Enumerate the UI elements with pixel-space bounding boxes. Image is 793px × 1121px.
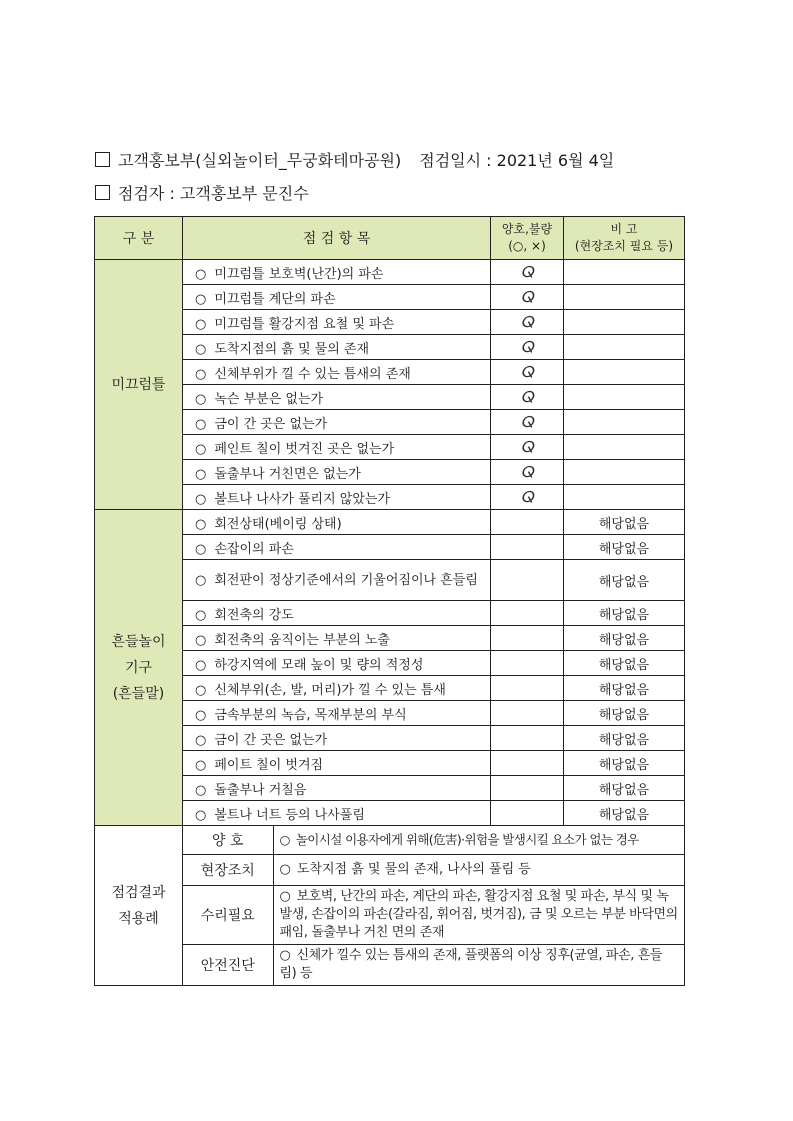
table-row: ○ 도착지점의 흙 및 물의 존재 ⵕ bbox=[95, 335, 685, 360]
remark: 해당없음 bbox=[564, 651, 685, 676]
header-line-1 bbox=[95, 148, 614, 171]
table-row: ○ 신체부위가 낄 수 있는 틈새의 존재 ⵕ bbox=[95, 360, 685, 385]
remark: 해당없음 bbox=[564, 776, 685, 801]
result-desc: ○ 도착지점 흙 및 물의 존재, 나사의 풀림 등 bbox=[279, 862, 531, 877]
header-category: 구 분 bbox=[95, 217, 183, 260]
inspection-date: 점검일시 : 2021년 6월 4일 bbox=[419, 151, 615, 170]
header-grade: 양호,불량 (○, ×) bbox=[491, 217, 564, 260]
table-header-row bbox=[95, 217, 685, 260]
header-note: 비 고 (현장조치 필요 등) bbox=[564, 217, 685, 260]
remark: 해당없음 bbox=[564, 626, 685, 651]
table-row: ○ 볼트나 너트 등의 나사풀림 해당없음 bbox=[95, 801, 685, 826]
handwritten-mark: ⵕ bbox=[491, 260, 564, 285]
handwritten-mark: ⵕ bbox=[491, 335, 564, 360]
handwritten-mark: ⵕ bbox=[491, 435, 564, 460]
remark: 해당없음 bbox=[564, 560, 685, 601]
result-row bbox=[95, 945, 685, 986]
remark: 해당없음 bbox=[564, 726, 685, 751]
result-label: 수리필요 bbox=[183, 886, 273, 944]
table-row: ○ 회전판이 정상기준에서의 기울어짐이나 흔들림 해당없음 bbox=[95, 560, 685, 601]
location-title: 고객홍보부(실외놀이터_무궁화테마공원) bbox=[118, 151, 402, 170]
result-row bbox=[95, 855, 685, 886]
table-row: ○ 손잡이의 파손 해당없음 bbox=[95, 535, 685, 560]
handwritten-mark: ⵕ bbox=[491, 310, 564, 335]
remark: 해당없음 bbox=[564, 510, 685, 535]
table-row: ○ 회전축의 움직이는 부분의 노출 해당없음 bbox=[95, 626, 685, 651]
table-row: ○ 금이 간 곳은 없는가 해당없음 bbox=[95, 726, 685, 751]
result-desc: ○ 신체가 낄수 있는 틈새의 존재, 플랫폼의 이상 징후(균열, 파손, 흔들림) 등 bbox=[279, 948, 663, 981]
table-row: ○ 볼트나 나사가 풀리지 않았는가 ⵕ bbox=[95, 485, 685, 510]
result-desc: ○ 놀이시설 이용자에게 위해(危害)·위험을 발생시킬 요소가 없는 경우 bbox=[279, 832, 639, 847]
category-result: 점검결과 적용례 bbox=[95, 826, 183, 986]
checkbox-icon bbox=[95, 185, 110, 200]
result-label: 안전진단 bbox=[183, 945, 273, 985]
remark: 해당없음 bbox=[564, 751, 685, 776]
handwritten-mark: ⵕ bbox=[491, 360, 564, 385]
result-desc: ○ 보호벽, 난간의 파손, 계단의 파손, 활강지점 요철 및 파손, 부식 및 녹 발생, 손잡이의 파손(갈라짐, 휘어짐, 벗겨짐), 금 및 오르는 부분 바닥면의 패임, 돌출부나 거친 면의 존재 bbox=[279, 889, 678, 940]
table-row: ○ 돌출부나 거친면은 없는가 ⵕ bbox=[95, 460, 685, 485]
handwritten-mark: ⵕ bbox=[491, 460, 564, 485]
result-label: 양 호 bbox=[183, 826, 273, 854]
inspection-table bbox=[94, 216, 685, 986]
table-row: ○ 페이트 칠이 벗겨짐 해당없음 bbox=[95, 751, 685, 776]
table-row: ○ 돌출부나 거칠음 해당없음 bbox=[95, 776, 685, 801]
checkbox-icon bbox=[95, 152, 110, 167]
table-row: ○ 미끄럼틀 활강지점 요철 및 파손 ⵕ bbox=[95, 310, 685, 335]
table-row: 흔들놀이 기구 (흔들말) ○ 회전상태(베이링 상태) 해당없음 bbox=[95, 510, 685, 535]
result-row bbox=[95, 826, 685, 855]
remark: 해당없음 bbox=[564, 701, 685, 726]
table-row: ○ 미끄럼틀 계단의 파손 ⵕ bbox=[95, 285, 685, 310]
remark: 해당없음 bbox=[564, 535, 685, 560]
table-row: ○ 금속부분의 녹슴, 목재부분의 부식 해당없음 bbox=[95, 701, 685, 726]
inspector: 점검자 : 고객홍보부 문진수 bbox=[118, 184, 309, 203]
handwritten-mark: ⵕ bbox=[491, 410, 564, 435]
table-row: ○ 페인트 칠이 벗겨진 곳은 없는가 ⵕ bbox=[95, 435, 685, 460]
table-row: ○ 회전축의 강도 해당없음 bbox=[95, 601, 685, 626]
remark: 해당없음 bbox=[564, 676, 685, 701]
result-row bbox=[95, 886, 685, 945]
table-row: ○ 녹슨 부분은 없는가 ⵕ bbox=[95, 385, 685, 410]
handwritten-mark: ⵕ bbox=[491, 385, 564, 410]
handwritten-mark: ⵕ bbox=[491, 285, 564, 310]
table-row: 미끄럼틀 ○ 미끄럼틀 보호벽(난간)의 파손 ⵕ bbox=[95, 260, 685, 285]
result-label: 현장조치 bbox=[183, 855, 273, 885]
header-item: 점 검 항 목 bbox=[183, 217, 491, 260]
remark: 해당없음 bbox=[564, 601, 685, 626]
table-row: ○ 하강지역에 모래 높이 및 량의 적정성 해당없음 bbox=[95, 651, 685, 676]
category-swing: 흔들놀이 기구 (흔들말) bbox=[95, 510, 183, 826]
table-row: ○ 신체부위(손, 발, 머리)가 낄 수 있는 틈새 해당없음 bbox=[95, 676, 685, 701]
table-row: ○ 금이 간 곳은 없는가 ⵕ bbox=[95, 410, 685, 435]
handwritten-mark: ⵕ bbox=[491, 485, 564, 510]
header-line-2 bbox=[95, 181, 309, 204]
remark: 해당없음 bbox=[564, 801, 685, 826]
category-slide: 미끄럼틀 bbox=[95, 260, 183, 510]
